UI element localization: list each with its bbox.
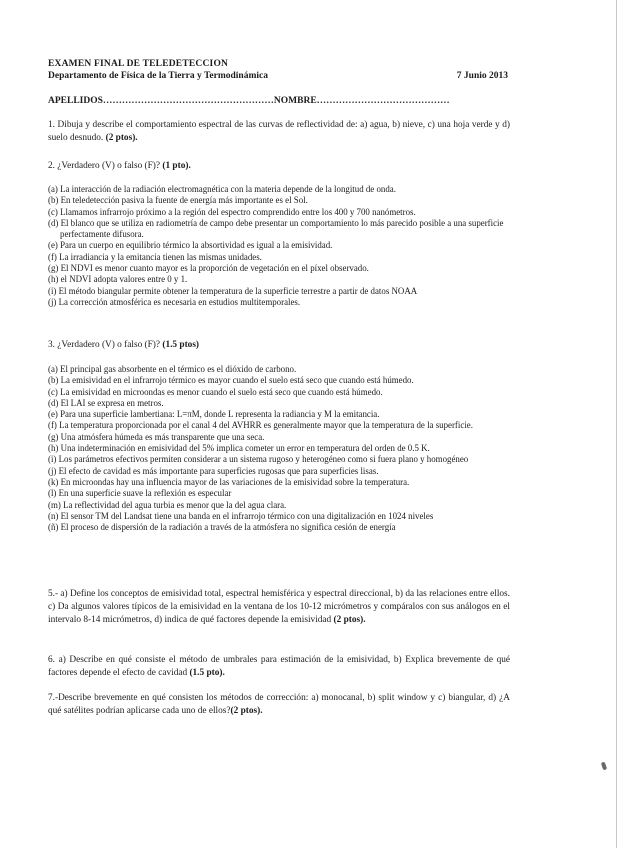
list-item: (m) La reflectividad del agua turbia es menor que la del agua clara. — [48, 499, 287, 510]
list-item: (a) La interacción de la radiación electromagnética con la materia depende de la longitud de onda. — [48, 184, 396, 194]
question-5-text: 5.- a) Define los conceptos de emisividad total, espectral hemisférica y espectral direccional, b) da las relaciones entre ellos. c) Da algunos valores típicos de la emisividad en la ventana de los 10-12 micrómetros y compáralos con sus análogos en el intervalo 8-14 micrómetros, d) indica de qué factores depende la emisividad — [48, 589, 510, 626]
list-item: (b) La emisividad en el infrarrojo térmico es mayor cuando el suelo está seco que cuando está húmedo. — [48, 375, 414, 386]
name-blank: …………………………………… — [316, 96, 450, 106]
list-item: (l) En una superficie suave la reflexión es especular — [48, 488, 232, 499]
list-item: (i) El método biangular permite obtener la temperatura de la superficie terrestre a partir de datos NOAA — [48, 285, 418, 296]
list-item: (e) Para una superficie lambertiana: L=πM, donde L representa la radiancia y M la emitancia. — [48, 409, 380, 420]
surnames-blank: ……………………………………………… — [102, 96, 274, 106]
list-item: (i) Los parámetros efectivos permiten considerar a un sistema rugoso y heterogéneo como si fuera plano y homogéneo — [48, 454, 469, 465]
list-item: (g) Una atmósfera húmeda es más transparente que una seca. — [48, 431, 265, 442]
question-2-list — [48, 184, 510, 308]
question-2-heading — [48, 160, 191, 173]
list-item: (g) El NDVI es menor cuanto mayor es la proporción de vegetación en el píxel observado. — [48, 263, 369, 274]
list-item: (d) El LAI se expresa en metros. — [48, 397, 164, 408]
list-item: (f) La temperatura proporcionada por el canal 4 del AVHRR es generalmente mayor que la temperatura de la superficie. — [48, 420, 473, 431]
surnames-label: APELLIDOS — [48, 96, 103, 106]
question-1-text: 1. Dibuja y describe el comportamiento espectral de las curvas de reflectividad de: a) agua, b) nieve, c) una hoja verde y d) suelo desnudo. — [48, 120, 510, 144]
header-row — [48, 70, 508, 83]
question-7-points: (2 ptos). — [230, 706, 263, 717]
question-6-text: 6. a) Describe en qué consiste el método de umbrales para estimación de la emisividad, b) Explica brevemente de qué factores depende el efecto de cavidad — [48, 655, 510, 679]
list-item: (j) El efecto de cavidad es más importante para superficies rugosas que para superficies lisas. — [48, 465, 379, 476]
department-name: Departamento de Física de la Tierra y Termodinámica — [48, 71, 268, 81]
exam-title: EXAMEN FINAL DE TELEDETECCION — [48, 59, 229, 69]
list-item: (h) el NDVI adopta valores entre 0 y 1. — [48, 274, 188, 285]
question-5 — [48, 588, 510, 628]
list-item: (b) En teledetección pasiva la fuente de energía más importante es el Sol. — [48, 195, 308, 206]
list-item: (j) La corrección atmosférica es necesaria en estudios multitemporales. — [48, 296, 301, 307]
list-item: (a) El principal gas absorbente en el térmico es el dióxido de carbono. — [48, 364, 297, 374]
exam-date: 7 Junio 2013 — [456, 71, 508, 81]
question-7-text: 7.-Describe brevemente en qué consisten los métodos de corrección: a) monocanal, b) split window y c) biangular, d) ¿A qué satélites podrían aplicarse cada uno de ellos? — [48, 693, 510, 717]
question-6 — [48, 654, 510, 680]
question-3-points: (1.5 ptos) — [162, 340, 200, 350]
question-6-points: (1.5 pto). — [189, 668, 225, 679]
list-item: (n) El sensor TM del Landsat tiene una banda en el infrarrojo térmico con una digitalización en 1024 niveles — [48, 510, 434, 521]
question-7 — [48, 692, 510, 718]
list-item: (ñ) El proceso de dispersión de la radiación a través de la atmósfera no significa cesión de energía — [48, 522, 396, 533]
list-item: (f) La irradiancia y la emitancia tienen las mismas unidades. — [48, 251, 262, 262]
list-item: (c) Llamamos infrarrojo próximo a la región del espectro comprendido entre los 400 y 700 nanómetros. — [48, 206, 416, 217]
question-1 — [48, 119, 510, 145]
list-item: (c) La emisividad en microondas es menor cuando el suelo está seco que cuando está húmedo. — [48, 386, 383, 397]
student-name-line — [48, 95, 450, 107]
question-3-text: 3. ¿Verdadero (V) o falso (F)? — [48, 340, 163, 350]
question-3-heading — [48, 339, 199, 352]
list-item: (e) Para un cuerpo en equilibrio térmico la absortividad es igual a la emisividad. — [48, 240, 333, 251]
exam-header — [48, 58, 508, 83]
question-3-list — [48, 364, 510, 533]
list-item: (k) En microondas hay una influencia mayor de las variaciones de la emisividad sobre la temperatura. — [48, 476, 410, 487]
list-item: (d) El blanco que se utiliza en radiometría de campo debe presentar un comportamiento lo más parecido posible a una superficie perfectamente difusora. — [48, 217, 504, 240]
scan-mark — [601, 762, 607, 771]
question-5-points: (2 ptos). — [333, 615, 366, 626]
list-item: (h) Una indeterminación en emisividad del 5% implica cometer un error en temperatura del orden de 0.5 K. — [48, 443, 430, 454]
question-1-points: (2 ptos). — [105, 133, 138, 144]
question-2-points: (1 pto). — [162, 161, 191, 171]
name-label: NOMBRE — [273, 96, 317, 106]
question-2-text: 2. ¿Verdadero (V) o falso (F)? — [48, 161, 163, 171]
